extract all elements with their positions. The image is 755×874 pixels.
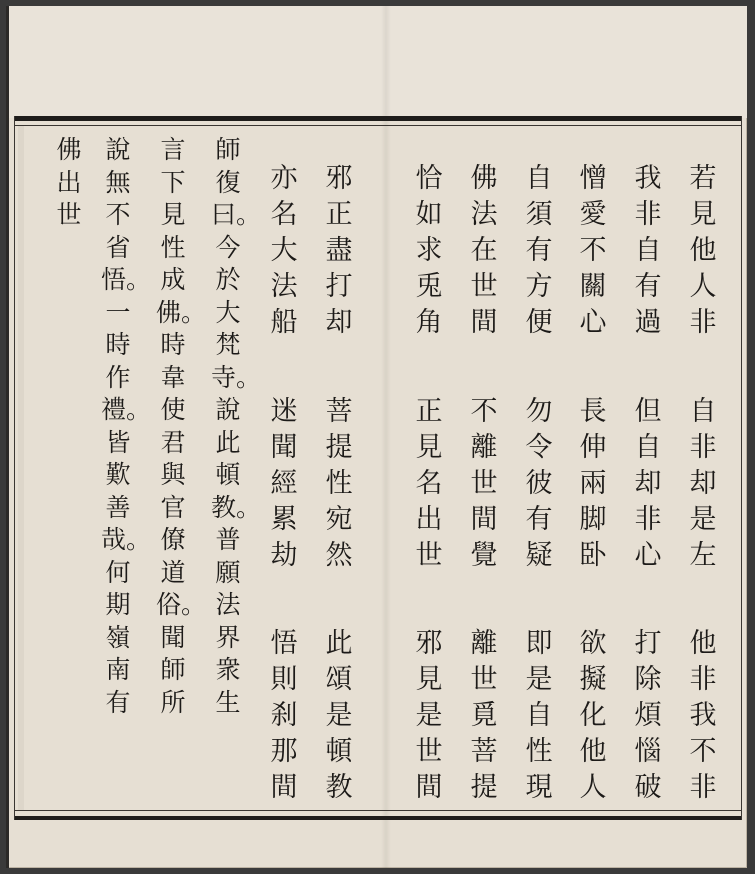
verse-column-8c: 悟則刹那間 [270,628,298,803]
verse-column-6c: 邪見是世間 [415,628,443,803]
prose-column-2: 言下見性成佛。時韋使君與官僚道俗。聞師所 [156,135,207,717]
verse-column-4a: 自須有方便 [525,163,553,338]
book-page [6,6,747,868]
verse-column-2b: 但自却非心 [634,396,662,571]
top-margin [6,6,747,118]
prose-column-3: 說無不省悟。一時作禮。皆歎善哉。何期嶺南有 [101,135,152,717]
right-border [741,116,742,820]
verse-column-5c: 離世覓菩提 [470,628,498,803]
verse-column-2a: 我非自有過 [634,163,662,338]
verse-column-8a: 亦名大法船 [270,163,298,338]
verse-column-4c: 即是自性現 [525,628,553,803]
verse-column-3a: 憎愛不關心 [579,163,607,338]
verse-column-7c: 此頌是頓教 [325,628,353,803]
left-border [14,116,15,820]
page-fold [381,6,391,868]
prose-column-1: 師復曰。今於大梵寺。說此頓教。普願法界衆生 [211,135,262,717]
top-border-thick [14,116,741,121]
verse-column-2c: 打除煩惱破 [634,628,662,803]
verse-column-5b: 不離世間覺 [470,396,498,571]
left-page-edge [6,6,9,868]
verse-column-3b: 長伸兩脚卧 [579,396,607,571]
verse-column-1a: 若見他人非 [689,163,717,338]
verse-column-4b: 勿令彼有疑 [525,396,553,571]
bottom-border-thin [14,810,741,811]
verse-column-6b: 正見名出世 [415,396,443,571]
left-margin-strip [18,126,24,810]
verse-column-7a: 邪正盡打却 [325,163,353,338]
verse-column-3c: 欲擬化他人 [579,628,607,803]
verse-column-1b: 自非却是左 [689,396,717,571]
verse-column-6a: 恰如求兎角 [415,163,443,338]
prose-column-4: 佛出世 [56,135,82,229]
verse-column-5a: 佛法在世間 [470,163,498,338]
verse-column-1c: 他非我不非 [689,628,717,803]
bottom-border-thick [14,816,741,820]
top-border-thin [14,125,741,126]
verse-column-7b: 菩提性宛然 [325,396,353,571]
verse-column-8b: 迷聞經累劫 [270,396,298,571]
